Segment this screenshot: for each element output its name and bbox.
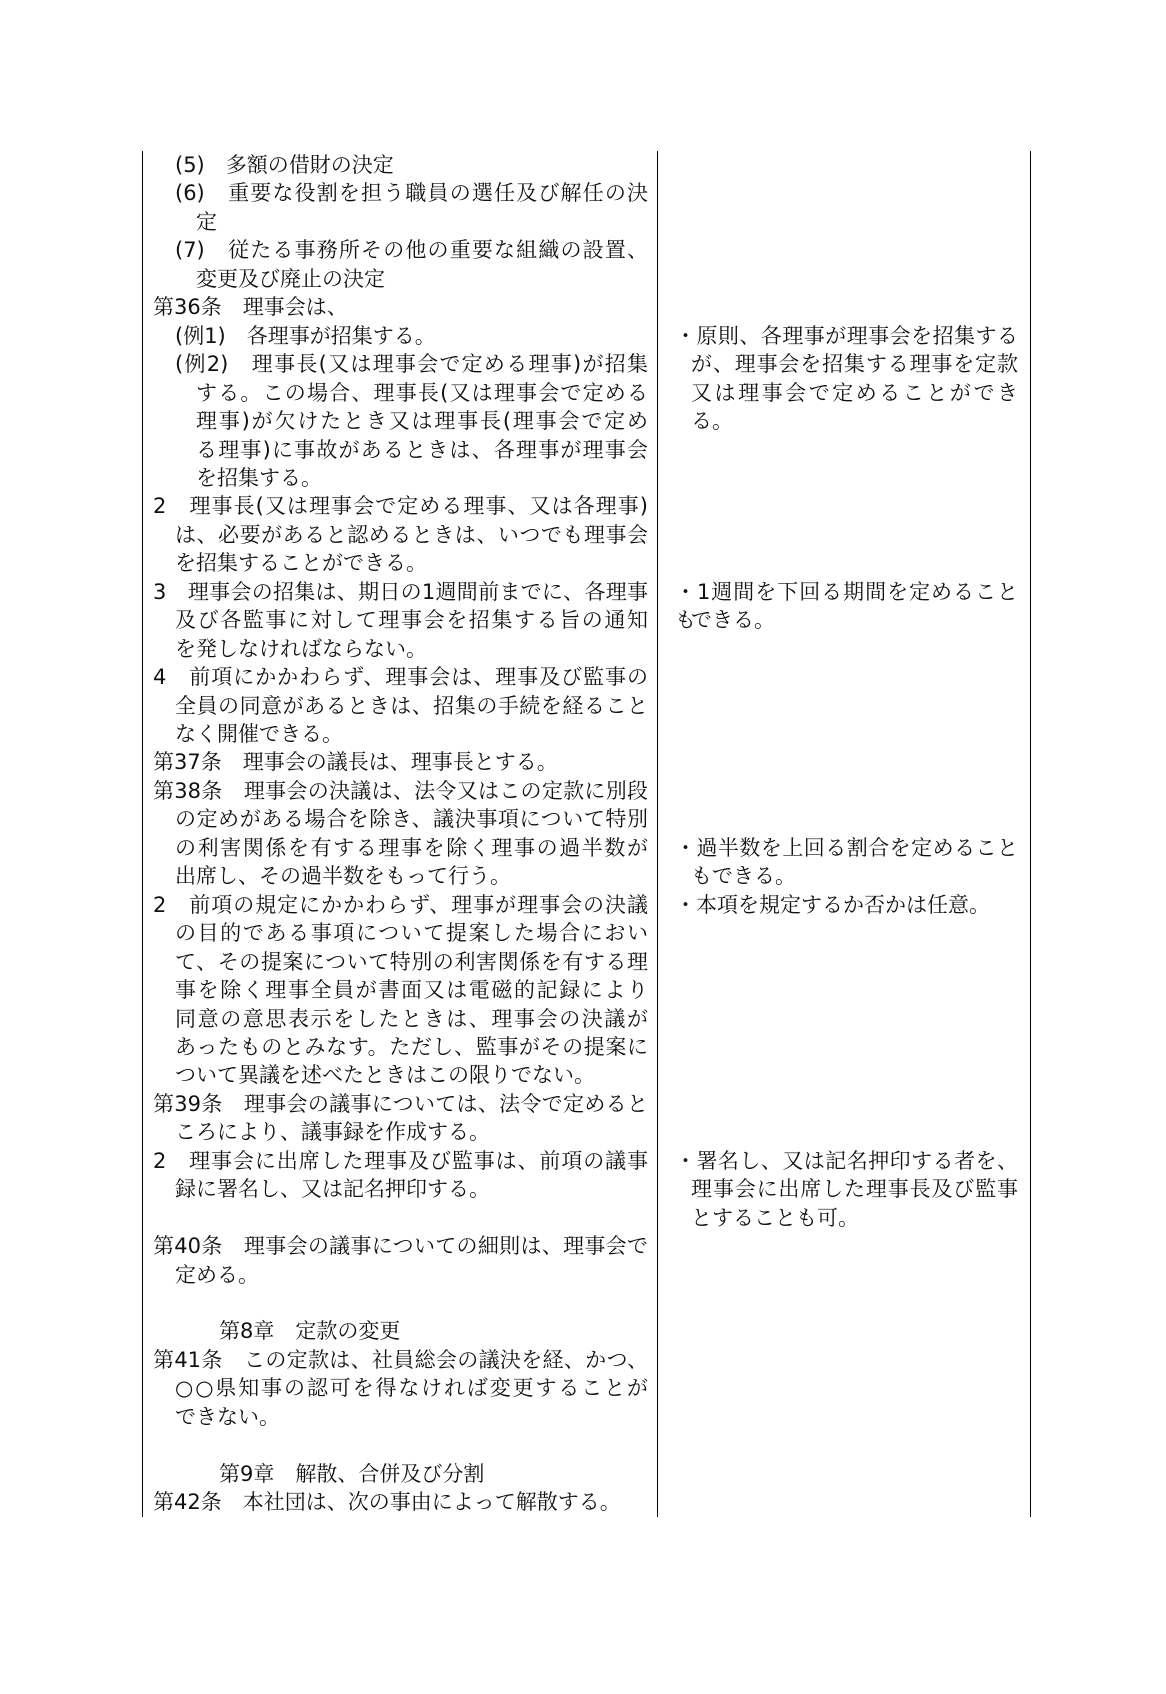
article-line: ころにより、議事録を作成する。 [175,1120,490,1145]
article-heading: 第39条 理事会の議事については、法令で定めると [153,1091,648,1116]
article-line: (例1) 各理事が招集する。 [175,323,436,348]
chapter-heading: 第9章 解散、合併及び分割 [219,1461,485,1486]
article-line: 定 [196,209,217,234]
note-line: ・本項を規定するか否かは任意。 [675,892,990,917]
article-line: て、その提案について特別の利害関係を有する理 [175,949,648,974]
note-line: が、理事会を招集する理事を定款 [691,352,1018,377]
article-heading: 第42条 本社団は、次の事由によって解散する。 [153,1490,621,1515]
article-line: 録に署名し、又は記名押印する。 [175,1177,490,1202]
note-line: ・署名し、又は記名押印する者を、 [675,1148,1018,1173]
article-line: 及び各監事に対して理事会を招集する旨の通知 [175,608,648,633]
article-line: (例2) 理事長(又は理事会で定める理事)が招集 [175,352,648,377]
article-line: 2 前項の規定にかかわらず、理事が理事会の決議 [153,892,648,917]
article-heading: 第40条 理事会の議事についての細則は、理事会で [153,1234,648,1259]
article-line: (7) 従たる事務所その他の重要な組織の設置、 [175,238,648,263]
article-line: の目的である事項について提案した場合におい [175,921,648,946]
article-line: 全員の同意があるときは、招集の手続を経ること [175,693,648,718]
article-line: 3 理事会の招集は、期日の1週間前までに、各理事 [153,579,648,604]
article-line: なく開催できる。 [175,722,343,746]
article-line: る理事)に事故があるときは、各理事が理事会 [196,437,648,462]
note-line: ・過半数を上回る割合を定めること [675,835,1018,860]
article-heading: 第38条 理事会の決議は、法令又はこの定款に別段 [153,778,648,803]
note-line: とすることも可。 [691,1205,859,1230]
article-line: 事を除く理事全員が書面又は電磁的記録により [175,978,648,1003]
table-column-divider [657,151,658,1517]
article-heading: 第36条 理事会は、 [153,295,348,320]
note-line: 理事会に出席した理事長及び監事 [691,1177,1018,1202]
article-line: は、必要があると認めるときは、いつでも理事会 [175,522,648,547]
article-line: する。この場合、理事長(又は理事会で定める [196,380,648,405]
article-heading: 第37条 理事会の議長は、理事長とする。 [153,750,558,775]
chapter-heading: 第8章 定款の変更 [219,1319,401,1344]
article-line: ついて異議を述べたときはこの限りでない。 [175,1063,595,1088]
article-line: 出席し、その過半数をもって行う。 [175,864,511,889]
note-line: る。 [691,409,733,434]
article-line: (6) 重要な役割を担う職員の選任及び解任の決 [175,181,648,206]
article-line: の定めがある場合を除き、議決事項について特別 [175,807,648,832]
note-line: もできる。 [691,864,796,889]
note-line: できる。 [691,608,775,633]
article-line: 4 前項にかかわらず、理事会は、理事及び監事の [153,665,648,690]
article-line: 2 理事会に出席した理事及び監事は、前項の議事 [153,1148,648,1173]
article-line: を招集することができる。 [175,551,427,576]
article-line: 同意の意思表示をしたときは、理事会の決議が [175,1006,648,1031]
article-line: あったものとみなす。ただし、監事がその提案に [175,1034,648,1059]
article-heading: 第41条 この定款は、社員総会の議決を経、かつ、 [153,1347,648,1372]
article-line: 変更及び廃止の決定 [196,266,385,291]
article-line: の利害関係を有する理事を除く理事の過半数が [175,835,648,860]
note-line: ・1週間を下回る期間を定めることも [675,579,1018,633]
article-line: 2 理事長(又は理事会で定める理事、又は各理事) [153,494,648,519]
table-left-border [142,151,143,1517]
article-line: を招集する。 [196,465,322,490]
table-right-border [1030,151,1031,1517]
article-line: 定める。 [175,1262,259,1287]
note-line: 又は理事会で定めることができ [691,380,1018,405]
note-line: ・原則、各理事が理事会を招集する [675,323,1018,348]
article-line: 理事)が欠けたとき又は理事長(理事会で定め [196,409,648,434]
article-line: (5) 多額の借財の決定 [175,153,394,177]
article-line: できない。 [175,1404,280,1429]
article-line: を発しなければならない。 [175,636,427,661]
article-line: ○○県知事の認可を得なければ変更することが [175,1376,648,1401]
